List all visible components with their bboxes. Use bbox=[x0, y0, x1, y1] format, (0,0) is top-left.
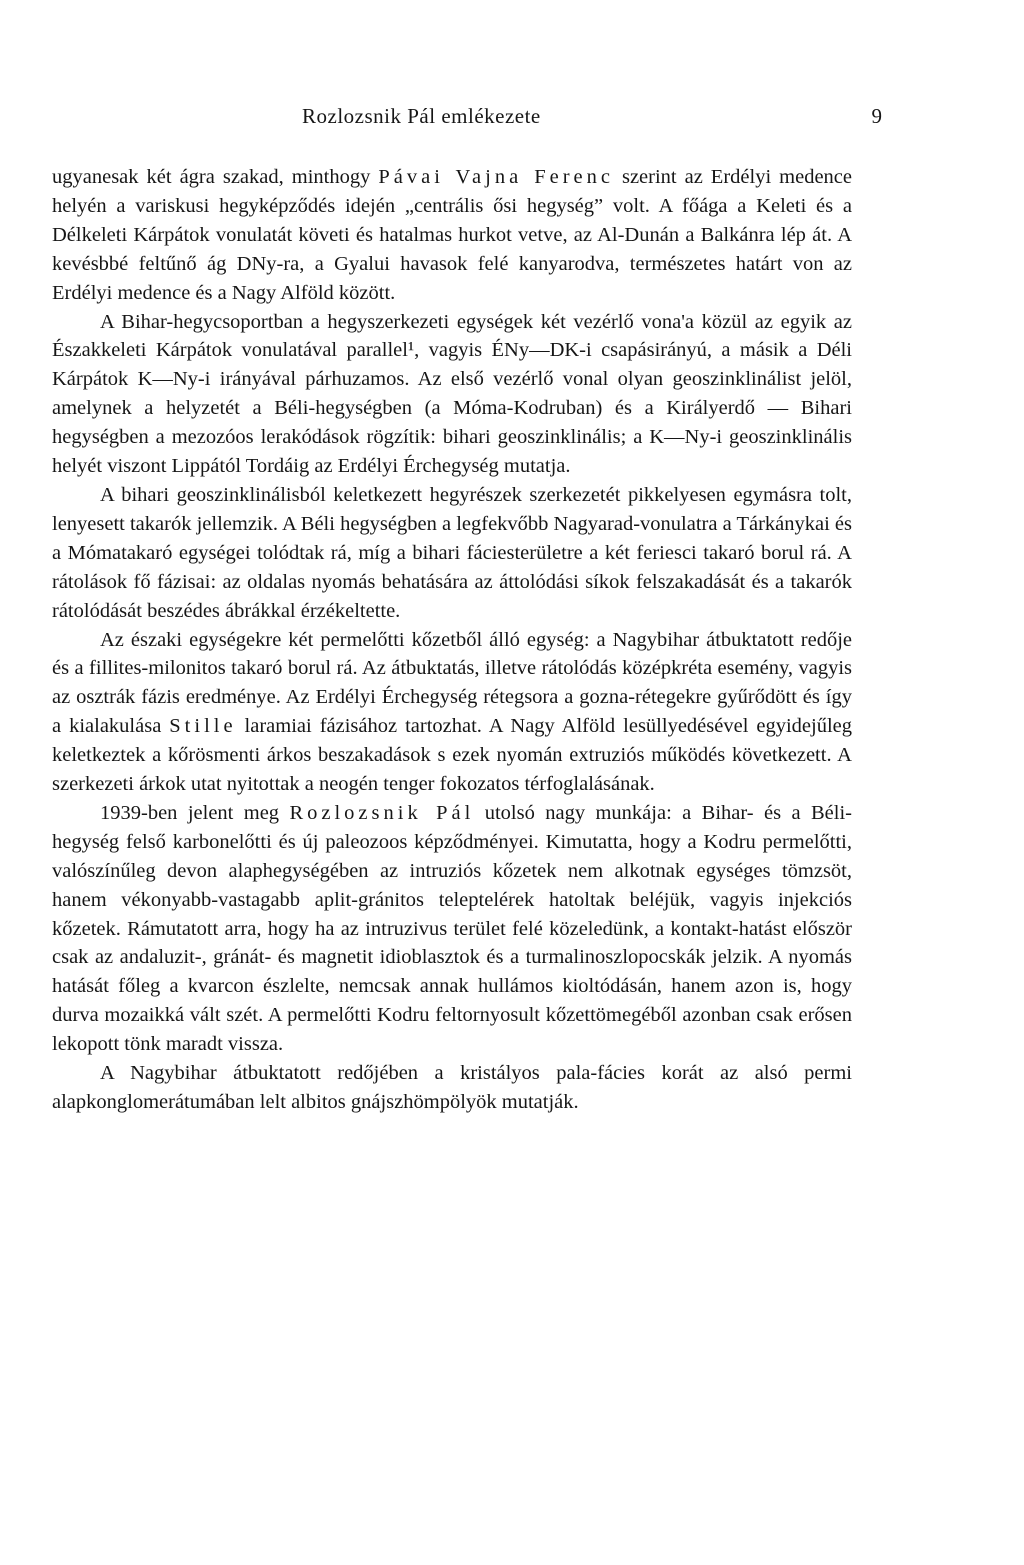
running-head bbox=[52, 104, 882, 136]
paragraph-text: szerint az Erdélyi medence helyén a variskusi hegyképződés idején „centrális ősi hegység” volt. A főága a Keleti és a Délkeleti Kárpátok vonulatát követi és hatalmas hurkot vetve, az Al-Dunán a Balkánra lép át. A kevésbbé feltűnő ág DNy-ra, a Gyalui havasok felé kanyarodva, természetes határt von az Erdélyi medence és a Nagy Alföld között. bbox=[52, 166, 852, 304]
paragraph bbox=[52, 799, 852, 1059]
paragraph-text: ugyanesak két ágra szakad, minthogy bbox=[52, 166, 379, 188]
running-title: Rozlozsnik Pál emlékezete bbox=[302, 104, 541, 128]
paragraph-text: laramiai fázisához tartozhat. A Nagy Alföld lesüllyedésével egyidejűleg keletkeztek a kőrösmenti árkos beszakadások s ezek nyomán extruziós működés következett. A szerkezeti árkok utat nyitottak a neogén tenger fokozatos térfoglalásának. bbox=[52, 715, 853, 796]
author-name: Rozlozsnik Pál bbox=[289, 801, 475, 824]
author-name: Pávai Vajna Ferenc bbox=[378, 166, 614, 188]
paragraph bbox=[52, 163, 852, 308]
paragraph bbox=[52, 626, 852, 799]
author-name: Stille bbox=[169, 715, 237, 738]
page-number: 9 bbox=[871, 104, 882, 128]
paragraph: A bihari geoszinklinálisból keletkezett hegyrészek szerkezetét pikkelyesen egymásra tolt, lenyesett takarók jellemzik. A Béli hegységben a legfekvőbb Nagyarad-vonulatra a Tárkánykai és a Mómatakaró egységei tolódtak rá, míg a bihari fáciesterületre a két feriesci takaró borul rá. A rátolások fő fázisai: az oldalas nyomás behatására az áttolódási síkok felszakadását és a takarók rátolódását beszédes ábrákkal érzékeltette. bbox=[52, 483, 852, 622]
paragraph-text: utolsó nagy munkája: a Bihar- és a Béli-hegység felső karbonelőtti és új paleozoos képződményei. Kimutatta, hogy a Kodru permelőtti, valószínűleg devon alaphegységében az intruziós kőzetek nem alkotnak egységes tömzsöt, hanem vékonyabb-vastagabb aplit-gránitos teleptelérek hatoltak beléjük, vagyis injekciós kőzetek. Rámutatott arra, hogy ha az intruzivus terület felé közeledünk, a kontakt-hatást először csak az andaluzit-, gránát- és magnetit idioblasztok és a turmalinoszlopocskák jelzik. A nyomás hatását főleg a kvarcon észlelte, nemcsak annak hullámos kioltódásán, hanem azon is, hogy durva mozaikká vált szét. A permelőtti Kodru feltornyosult kőzettömegéből azonban csak erősen lekopott tönk maradt vissza. bbox=[52, 801, 852, 1056]
paragraph: A Nagybihar átbuktatott redőjében a kristályos pala-fácies korát az alsó permi alapkonglomerátumában lelt albitos gnájszhömpölyök mutatják. bbox=[52, 1062, 852, 1113]
body-text bbox=[52, 163, 852, 1117]
paragraph-text: 1939-ben jelent meg bbox=[100, 801, 290, 824]
paragraph-text: Az északi egységekre két permelőtti kőzetből álló egység: a Nagybihar átbuktatott redője és a fillites-milonitos takaró borul rá. Az átbuktatás, illetve rátolódás középkréta esemény, vagyis az osztrák fázis eredménye. Az Erdélyi Érchegység rétegsora a gozna-rétegekre gyűrődött és így a kialakulása bbox=[52, 628, 852, 738]
paragraph: A Bihar-hegycsoportban a hegyszerkezeti egységek két vezérlő vona'a közül az egyik az Északkeleti Kárpátok vonulatával parallel¹, vagyis ÉNy—DK-i csapásirányú, a másik a Déli Kárpátok K—Ny-i irányával párhuzamos. Az első vezérlő vonal olyan geoszinklinálist jelöl, amelynek a helyzetét a Béli-hegységben (a Móma-Kodruban) és a Királyerdő — Bihari hegységben a mezozóos lerakódások rögzítik: bihari geoszinklinális; a K—Ny-i geoszinklinális helyét viszont Lippától Tordáig az Erdélyi Érchegység mutatja. bbox=[52, 310, 852, 478]
